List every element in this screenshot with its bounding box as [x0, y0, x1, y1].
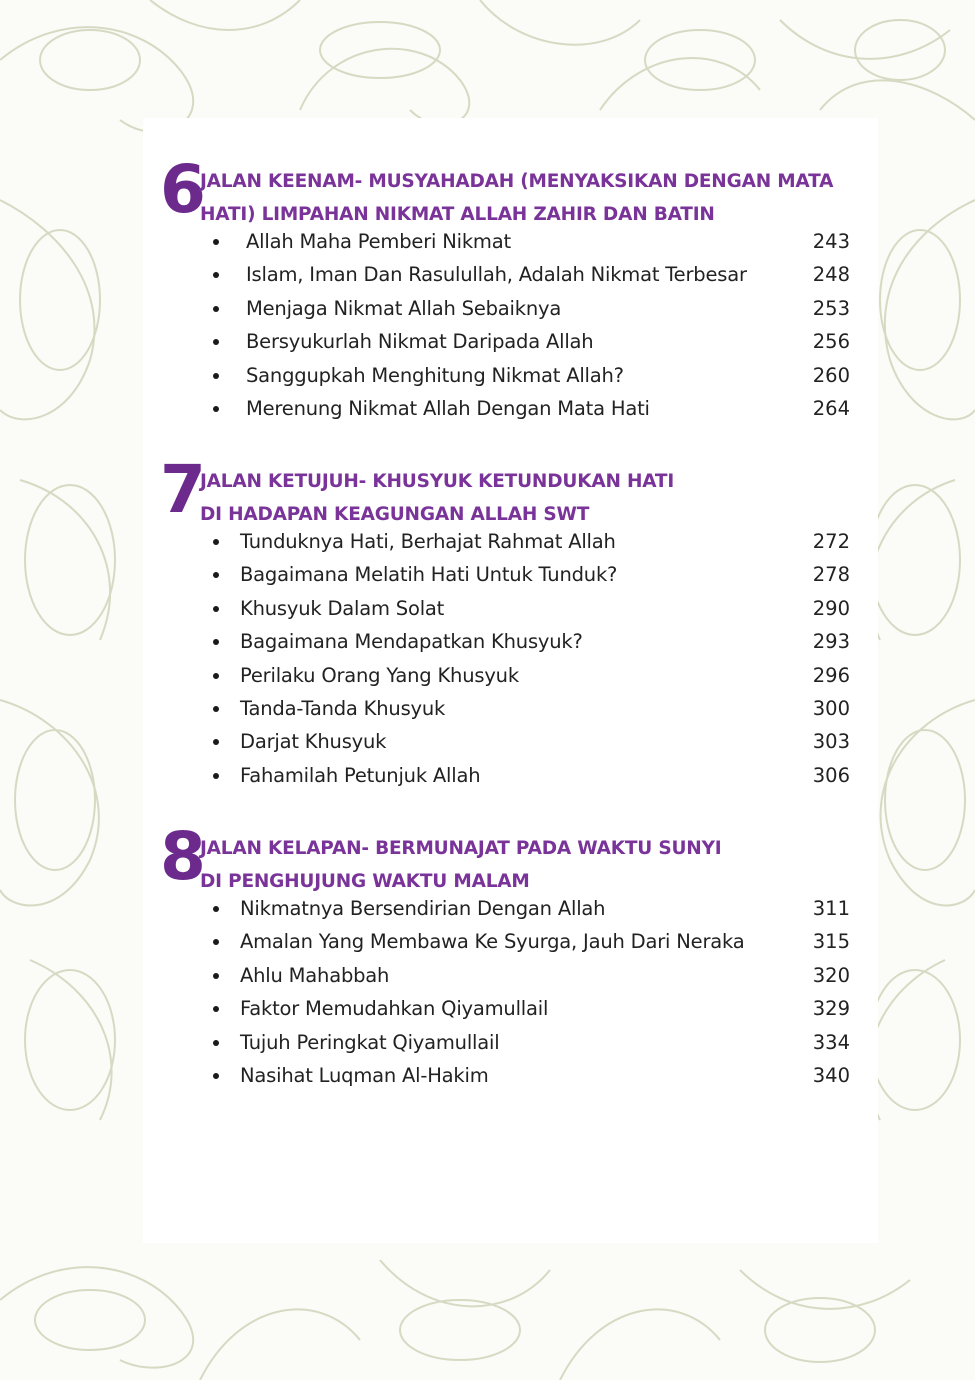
toc-item[interactable] [160, 398, 850, 431]
toc-item[interactable] [160, 665, 850, 698]
toc-item-page: 278 [812, 563, 850, 587]
toc-item-title: Perilaku Orang Yang Khusyuk [240, 663, 519, 687]
section-heading-line: JALAN KEENAM- MUSYAHADAH (MENYAKSIKAN DENGAN MATA [200, 171, 834, 192]
toc-item-page: 300 [812, 696, 850, 720]
toc-item[interactable] [160, 931, 850, 964]
toc-item-title: Tanda-Tanda Khusyuk [240, 696, 446, 720]
toc-item-title: Amalan Yang Membawa Ke Syurga, Jauh Dari Neraka [240, 930, 745, 954]
toc-item-page: 253 [812, 296, 850, 320]
toc-item-page: 290 [812, 596, 850, 620]
bullet-icon [213, 239, 219, 245]
toc-item[interactable] [160, 765, 850, 798]
toc-item[interactable] [160, 631, 850, 664]
toc-item-title: Bersyukurlah Nikmat Daripada Allah [246, 330, 594, 354]
toc-item[interactable] [160, 365, 850, 398]
bullet-icon [213, 706, 219, 712]
section-heading [200, 465, 860, 531]
toc-item[interactable] [160, 298, 850, 331]
toc-item-page: 296 [812, 663, 850, 687]
bullet-icon [213, 373, 219, 379]
section-heading-line: DI PENGHUJUNG WAKTU MALAM [200, 871, 530, 892]
toc-item-page: 311 [812, 897, 850, 920]
toc-item-page: 272 [812, 530, 850, 553]
toc-item-page: 320 [812, 963, 850, 987]
section-heading-line: HATI) LIMPAHAN NIKMAT ALLAH ZAHIR DAN BATIN [200, 204, 715, 225]
toc-item-page: 293 [812, 630, 850, 654]
toc-item-title: Darjat Khusyuk [240, 730, 387, 754]
section-number: 8 [160, 818, 206, 895]
toc-item-title: Tujuh Peringkat Qiyamullail [240, 1030, 500, 1054]
toc-item-title: Ahlu Mahabbah [240, 963, 390, 987]
bullet-icon [213, 1073, 219, 1079]
toc-item[interactable] [160, 598, 850, 631]
toc-item[interactable] [160, 564, 850, 597]
bullet-icon [213, 539, 219, 545]
toc-item-page: 329 [812, 997, 850, 1021]
toc-item[interactable] [160, 731, 850, 764]
toc-item-list [160, 531, 850, 798]
toc-item-page: 248 [812, 263, 850, 287]
toc-item-title: Merenung Nikmat Allah Dengan Mata Hati [246, 396, 650, 420]
bullet-icon [213, 606, 219, 612]
toc-item[interactable] [160, 531, 850, 564]
section-number: 6 [160, 151, 206, 228]
toc-item[interactable] [160, 898, 850, 931]
toc-item-title: Islam, Iman Dan Rasulullah, Adalah Nikmat Terbesar [246, 263, 747, 287]
toc-item-page: 303 [812, 730, 850, 754]
toc-item[interactable] [160, 998, 850, 1031]
toc-item-title: Menjaga Nikmat Allah Sebaiknya [246, 296, 562, 320]
bullet-icon [213, 572, 219, 578]
section-heading-line: JALAN KETUJUH- KHUSYUK KETUNDUKAN HATI [200, 471, 675, 492]
toc-item-page: 260 [812, 363, 850, 387]
toc-item-page: 315 [812, 930, 850, 954]
bullet-icon [213, 406, 219, 412]
toc-item-list [160, 231, 850, 431]
toc-item-title: Khusyuk Dalam Solat [240, 596, 445, 620]
section-heading-line: DI HADAPAN KEAGUNGAN ALLAH SWT [200, 504, 590, 525]
toc-item-title: Tunduknya Hati, Berhajat Rahmat Allah [240, 530, 616, 553]
toc-item[interactable] [160, 331, 850, 364]
toc-item-page: 334 [812, 1030, 850, 1054]
toc-item-title: Allah Maha Pemberi Nikmat [246, 230, 511, 253]
toc-item[interactable] [160, 231, 850, 264]
toc-item[interactable] [160, 1032, 850, 1065]
bullet-icon [213, 773, 219, 779]
section-heading [200, 832, 860, 898]
bullet-icon [213, 973, 219, 979]
toc-item[interactable] [160, 698, 850, 731]
toc-item-title: Sanggupkah Menghitung Nikmat Allah? [246, 363, 624, 387]
toc-item-title: Faktor Memudahkan Qiyamullail [240, 997, 549, 1021]
bullet-icon [213, 306, 219, 312]
bullet-icon [213, 939, 219, 945]
bullet-icon [213, 1040, 219, 1046]
bullet-icon [213, 1006, 219, 1012]
section-heading [200, 165, 860, 231]
toc-item-title: Bagaimana Mendapatkan Khusyuk? [240, 630, 583, 654]
toc-item-title: Bagaimana Melatih Hati Untuk Tunduk? [240, 563, 618, 587]
bullet-icon [213, 639, 219, 645]
bullet-icon [213, 272, 219, 278]
toc-item[interactable] [160, 1065, 850, 1098]
section-heading-line: JALAN KELAPAN- BERMUNAJAT PADA WAKTU SUNYI [200, 838, 722, 859]
section-number: 7 [160, 451, 206, 528]
toc-item-page: 306 [812, 763, 850, 787]
toc-item-page: 256 [812, 330, 850, 354]
bullet-icon [213, 673, 219, 679]
toc-item-title: Nasihat Luqman Al-Hakim [240, 1063, 489, 1087]
toc-item-page: 264 [812, 396, 850, 420]
toc-item-page: 243 [812, 230, 850, 253]
bullet-icon [213, 739, 219, 745]
toc-item-title: Fahamilah Petunjuk Allah [240, 763, 481, 787]
toc-item-page: 340 [812, 1063, 850, 1087]
toc-item-list [160, 898, 850, 1098]
bullet-icon [213, 906, 219, 912]
toc-item-title: Nikmatnya Bersendirian Dengan Allah [240, 897, 606, 920]
toc-item[interactable] [160, 264, 850, 297]
toc-item[interactable] [160, 965, 850, 998]
bullet-icon [213, 339, 219, 345]
